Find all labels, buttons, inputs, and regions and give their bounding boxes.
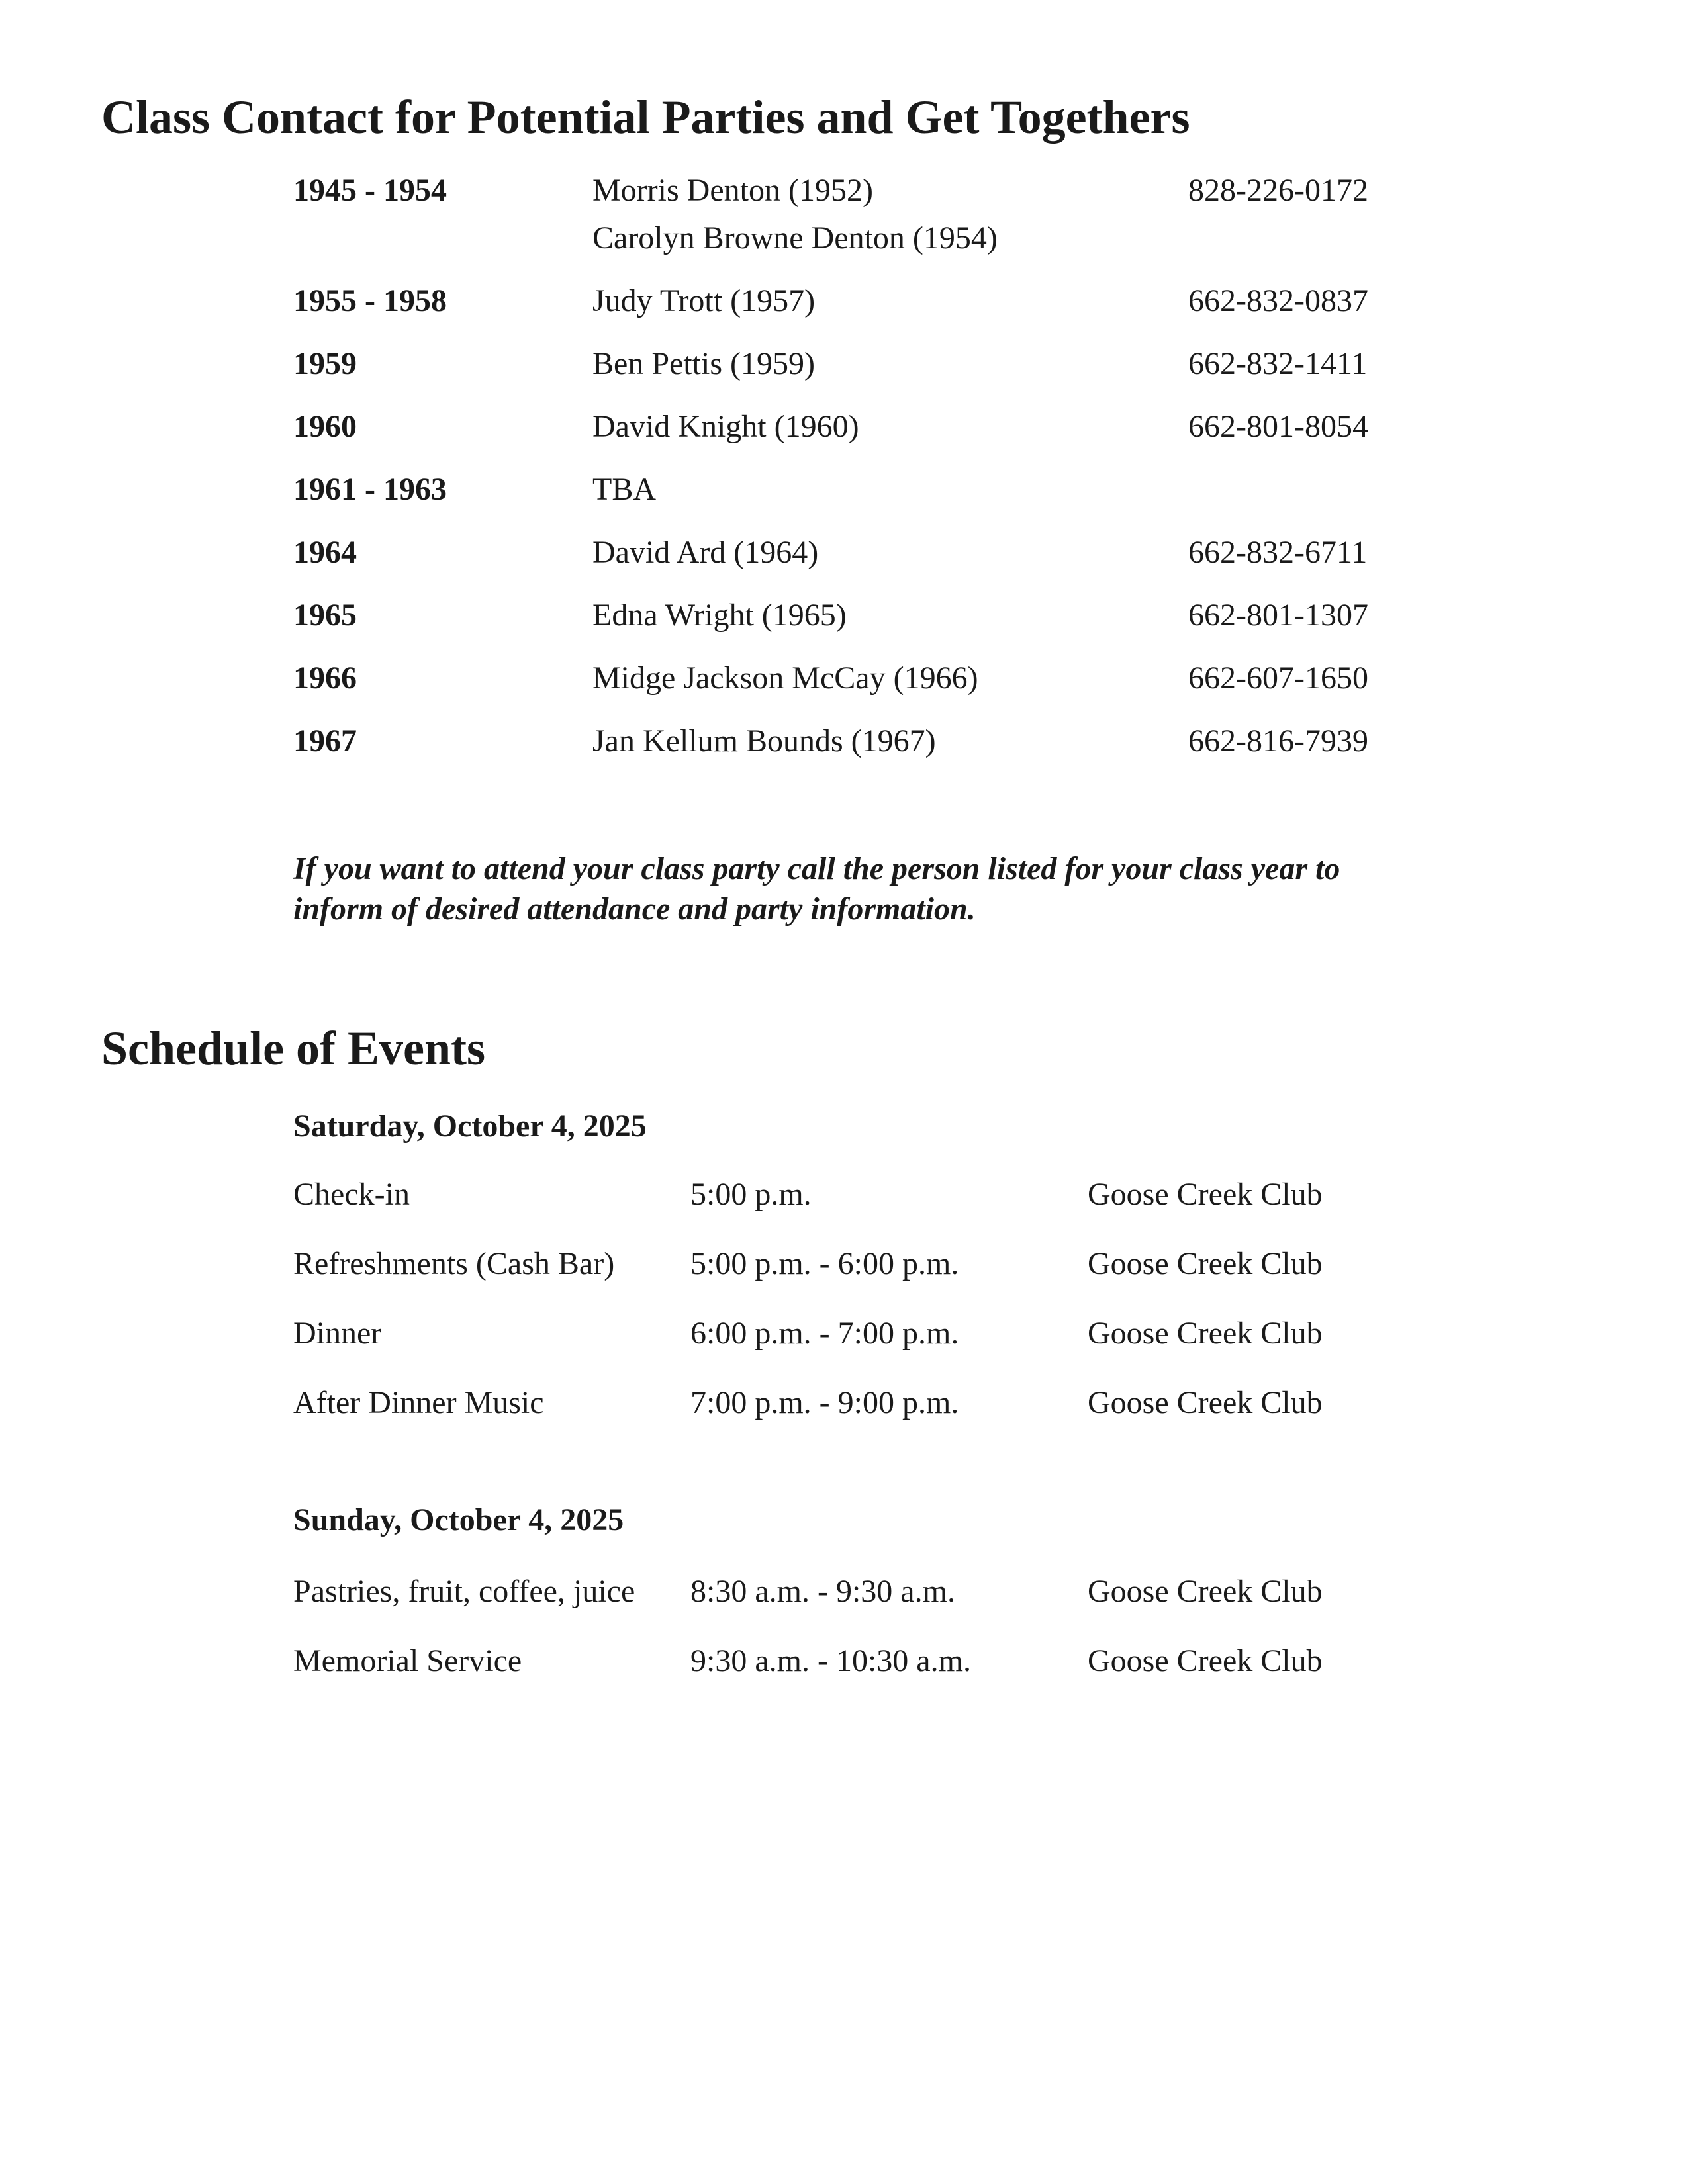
contact-name: David Ard (1964): [592, 535, 819, 570]
class-years: 1964: [293, 535, 357, 570]
event-time: 9:30 a.m. - 10:30 a.m.: [690, 1643, 971, 1678]
event-name: Check-in: [293, 1177, 410, 1212]
contact-phone: 662-832-1411: [1188, 346, 1368, 381]
contact-row: [0, 470, 1688, 510]
event-place: Goose Creek Club: [1088, 1246, 1323, 1281]
event-row: [0, 1175, 1688, 1214]
contact-phone: 662-607-1650: [1188, 660, 1368, 696]
contact-row: [0, 171, 1688, 210]
contact-name: TBA: [592, 472, 656, 507]
attendance-note: [293, 848, 1419, 929]
event-place: Goose Creek Club: [1088, 1574, 1323, 1609]
day-title: Saturday, October 4, 2025: [293, 1109, 647, 1144]
event-name: Memorial Service: [293, 1643, 522, 1678]
contact-name: Ben Pettis (1959): [592, 346, 815, 381]
contacts-heading: Class Contact for Potential Parties and Get Togethers: [101, 91, 1190, 144]
event-time: 8:30 a.m. - 9:30 a.m.: [690, 1574, 955, 1609]
contact-phone: 828-226-0172: [1188, 173, 1368, 208]
event-row: [0, 1572, 1688, 1612]
contact-phone: 662-816-7939: [1188, 723, 1368, 758]
schedule-heading: Schedule of Events: [101, 1022, 486, 1075]
class-years: 1955 - 1958: [293, 283, 447, 318]
attendance-note-line: If you want to attend your class party call the person listed for your class year to: [293, 851, 1340, 886]
class-years: 1966: [293, 660, 357, 696]
contact-name: Jan Kellum Bounds (1967): [592, 723, 936, 758]
class-years: 1965: [293, 598, 357, 633]
class-years: 1961 - 1963: [293, 472, 447, 507]
event-time: 7:00 p.m. - 9:00 p.m.: [690, 1385, 959, 1420]
event-row: [0, 1383, 1688, 1423]
contact-phone: 662-832-6711: [1188, 535, 1368, 570]
event-time: 6:00 p.m. - 7:00 p.m.: [690, 1316, 959, 1351]
contact-phone: 662-801-1307: [1188, 598, 1368, 633]
class-years: 1945 - 1954: [293, 173, 447, 208]
contact-row: [0, 721, 1688, 761]
day-title: Sunday, October 4, 2025: [293, 1502, 624, 1537]
class-years: 1959: [293, 346, 357, 381]
contact-name: Carolyn Browne Denton (1954): [592, 220, 998, 255]
event-name: Refreshments (Cash Bar): [293, 1246, 615, 1281]
contact-phone: 662-832-0837: [1188, 283, 1368, 318]
contact-name: Morris Denton (1952): [592, 173, 873, 208]
contact-name: Edna Wright (1965): [592, 598, 847, 633]
contact-name: Midge Jackson McCay (1966): [592, 660, 978, 696]
contact-row: [0, 281, 1688, 321]
contact-name: David Knight (1960): [592, 409, 859, 444]
event-name: Pastries, fruit, coffee, juice: [293, 1574, 635, 1609]
event-time: 5:00 p.m.: [690, 1177, 812, 1212]
event-row: [0, 1641, 1688, 1681]
class-years: 1960: [293, 409, 357, 444]
class-years: 1967: [293, 723, 357, 758]
event-place: Goose Creek Club: [1088, 1316, 1323, 1351]
contact-row: [0, 407, 1688, 447]
contact-row: [0, 218, 1688, 258]
event-place: Goose Creek Club: [1088, 1643, 1323, 1678]
attendance-note-line: inform of desired attendance and party information.: [293, 891, 976, 927]
contact-row: [0, 344, 1688, 384]
event-place: Goose Creek Club: [1088, 1177, 1323, 1212]
contact-row: [0, 533, 1688, 572]
event-row: [0, 1314, 1688, 1353]
contact-phone: 662-801-8054: [1188, 409, 1368, 444]
event-time: 5:00 p.m. - 6:00 p.m.: [690, 1246, 959, 1281]
event-place: Goose Creek Club: [1088, 1385, 1323, 1420]
event-name: After Dinner Music: [293, 1385, 544, 1420]
contact-row: [0, 659, 1688, 698]
contact-name: Judy Trott (1957): [592, 283, 816, 318]
contact-row: [0, 596, 1688, 635]
event-row: [0, 1244, 1688, 1284]
event-name: Dinner: [293, 1316, 382, 1351]
